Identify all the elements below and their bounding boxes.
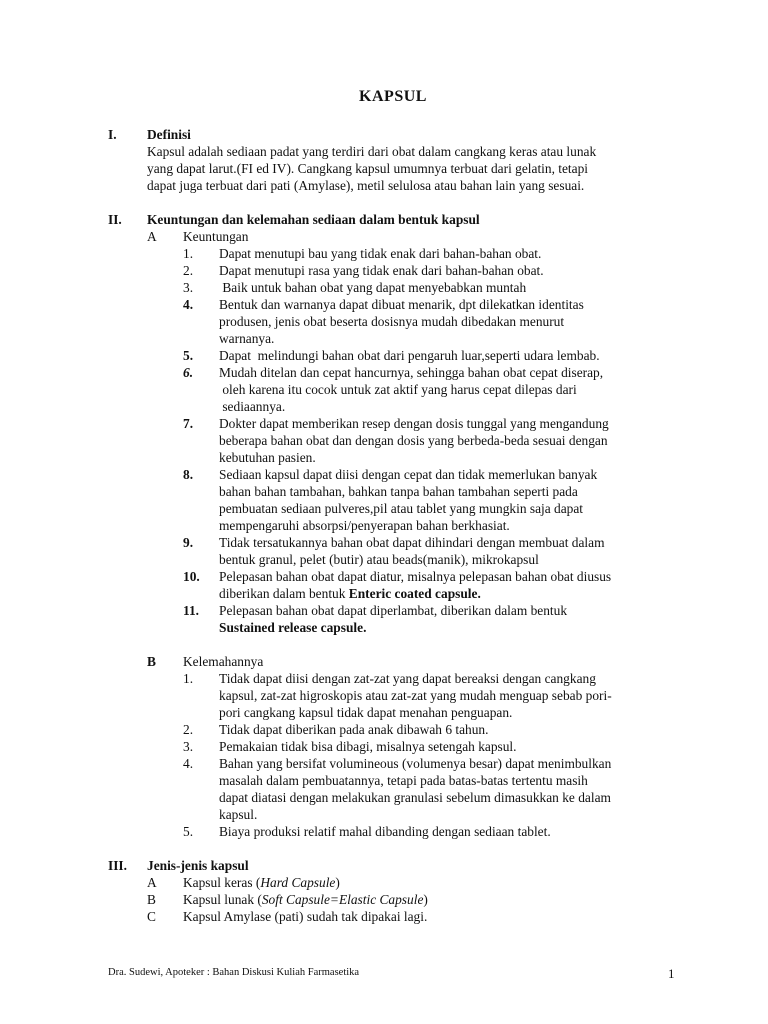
item-text: kebutuhan pasien. <box>219 450 316 465</box>
item-text: oleh karena itu cocok untuk zat aktif yang harus cepat dilepas dari <box>219 382 577 397</box>
item-text: Dapat menutupi rasa yang tidak enak dari bahan-bahan obat. <box>219 263 544 278</box>
item-number: 11. <box>183 603 199 618</box>
capsule-type-text: Kapsul keras ( <box>183 875 261 890</box>
item-text: Pemakaian tidak bisa dibagi, misalnya setengah kapsul. <box>219 739 517 754</box>
item-text: Mudah ditelan dan cepat hancurnya, sehingga bahan obat cepat diserap, <box>219 365 604 380</box>
capsule-type-text: ) <box>335 875 340 890</box>
capsule-type <box>183 874 340 891</box>
item-text: Baik untuk bahan obat yang dapat menyebabkan muntah <box>219 280 527 295</box>
item-number: 1. <box>183 671 194 686</box>
item-text: Tidak dapat diberikan pada anak dibawah 6 tahun. <box>219 722 489 737</box>
item-number: 4. <box>183 756 194 771</box>
subsection-letter-a: A <box>147 229 157 244</box>
item-number: 9. <box>183 535 194 550</box>
definition-line: dapat juga terbuat dari pati (Amylase), metil selulosa atau bahan lain yang sesuai. <box>147 178 585 193</box>
capsule-type-text: ) <box>423 892 428 907</box>
item-text-bold: Enteric coated capsule. <box>348 586 481 601</box>
definition-line: yang dapat larut.(FI ed IV). Cangkang kapsul umumnya terbuat dari gelatin, tetapi <box>147 161 589 176</box>
capsule-type-text: Kapsul lunak ( <box>183 892 262 907</box>
capsule-type-letter: B <box>147 892 156 907</box>
item-text: Biaya produksi relatif mahal dibanding dengan sediaan tablet. <box>219 824 551 839</box>
document-title: KAPSUL <box>359 88 427 105</box>
item-text: warnanya. <box>219 331 275 346</box>
item-text: kapsul, zat-zat higroskopis atau zat-zat yang mudah menguap sebab pori- <box>219 688 612 703</box>
item-text: Dapat melindungi bahan obat dari pengaruh luar,seperti udara lembab. <box>219 348 600 363</box>
capsule-type-letter: C <box>147 909 156 924</box>
item-text <box>219 585 679 602</box>
section-3-numeral: III. <box>108 858 127 873</box>
item-text: bahan bahan tambahan, bahkan tanpa bahan tambahan seperti pada <box>219 484 578 499</box>
item-number: 2. <box>183 722 194 737</box>
capsule-type-letter: A <box>147 875 157 890</box>
capsule-type-italic: Soft Capsule=Elastic Capsule <box>261 892 424 907</box>
item-text: sediaannya. <box>219 399 286 414</box>
item-number: 1. <box>183 246 194 261</box>
item-text: Tidak tersatukannya bahan obat dapat dihindari dengan membuat dalam <box>219 535 605 550</box>
item-text: Sediaan kapsul dapat diisi dengan cepat dan tidak memerlukan banyak <box>219 467 598 482</box>
section-3-heading: Jenis-jenis kapsul <box>147 858 249 873</box>
capsule-type <box>183 908 427 925</box>
footer-author: Dra. Sudewi, Apoteker : Bahan Diskusi Kuliah Farmasetika <box>108 967 360 978</box>
section-2-heading: Keuntungan dan kelemahan sediaan dalam bentuk kapsul <box>147 212 480 227</box>
item-text: kapsul. <box>219 807 258 822</box>
item-text: Tidak dapat diisi dengan zat-zat yang dapat bereaksi dengan cangkang <box>219 671 596 686</box>
subsection-label-kelemahannya: Kelemahannya <box>183 654 264 669</box>
item-text: pori cangkang kapsul tidak dapat menahan penguapan. <box>219 705 513 720</box>
item-text: Dokter dapat memberikan resep dengan dosis tunggal yang mengandung <box>219 416 609 431</box>
item-text: Bahan yang bersifat volumineous (volumenya besar) dapat menimbulkan <box>219 756 612 771</box>
item-text-bold: Sustained release capsule. <box>219 620 367 635</box>
item-number: 3. <box>183 280 194 295</box>
item-number: 5. <box>183 824 194 839</box>
page-number: 1 <box>668 966 675 981</box>
item-text: produsen, jenis obat beserta dosisnya mudah dibedakan menurut <box>219 314 565 329</box>
item-number: 8. <box>183 467 194 482</box>
item-text: Dapat menutupi bau yang tidak enak dari bahan-bahan obat. <box>219 246 542 261</box>
definition-line: Kapsul adalah sediaan padat yang terdiri dari obat dalam cangkang keras atau lunak <box>147 144 597 159</box>
item-text: Pelepasan bahan obat dapat diatur, misalnya pelepasan bahan obat diusus <box>219 569 612 584</box>
item-text: masalah dalam pembuatannya, tetapi pada batas-batas tertentu masih <box>219 773 588 788</box>
item-text: pembuatan sediaan pulveres,pil atau tablet yang mungkin saja dapat <box>219 501 584 516</box>
capsule-type <box>183 891 428 908</box>
item-text-plain: diberikan dalam bentuk <box>219 586 349 601</box>
item-number: 3. <box>183 739 194 754</box>
item-number: 10. <box>183 569 200 584</box>
section-1-numeral: I. <box>108 127 117 142</box>
item-text: mempengaruhi absorpsi/penyerapan bahan berkhasiat. <box>219 518 510 533</box>
capsule-type-text: Kapsul Amylase (pati) sudah tak dipakai lagi. <box>183 909 428 924</box>
item-text: bentuk granul, pelet (butir) atau beads(manik), mikrokapsul <box>219 552 539 567</box>
capsule-type-italic: Hard Capsule <box>260 875 336 890</box>
item-number: 4. <box>183 297 194 312</box>
section-1-heading: Definisi <box>147 127 191 142</box>
item-text: Pelepasan bahan obat dapat diperlambat, diberikan dalam bentuk <box>219 603 568 618</box>
item-text: Bentuk dan warnanya dapat dibuat menarik, dpt dilekatkan identitas <box>219 297 584 312</box>
item-text: dapat diatasi dengan melakukan granulasi sebelum dimasukkan ke dalam <box>219 790 611 805</box>
subsection-label-keuntungan: Keuntungan <box>183 229 249 244</box>
item-number: 6. <box>183 365 194 380</box>
item-number: 5. <box>183 348 194 363</box>
item-text: beberapa bahan obat dan dengan dosis yang berbeda-beda sesuai dengan <box>219 433 608 448</box>
item-number: 2. <box>183 263 194 278</box>
section-2-numeral: II. <box>108 212 122 227</box>
item-number: 7. <box>183 416 194 431</box>
subsection-letter-b: B <box>147 654 156 669</box>
